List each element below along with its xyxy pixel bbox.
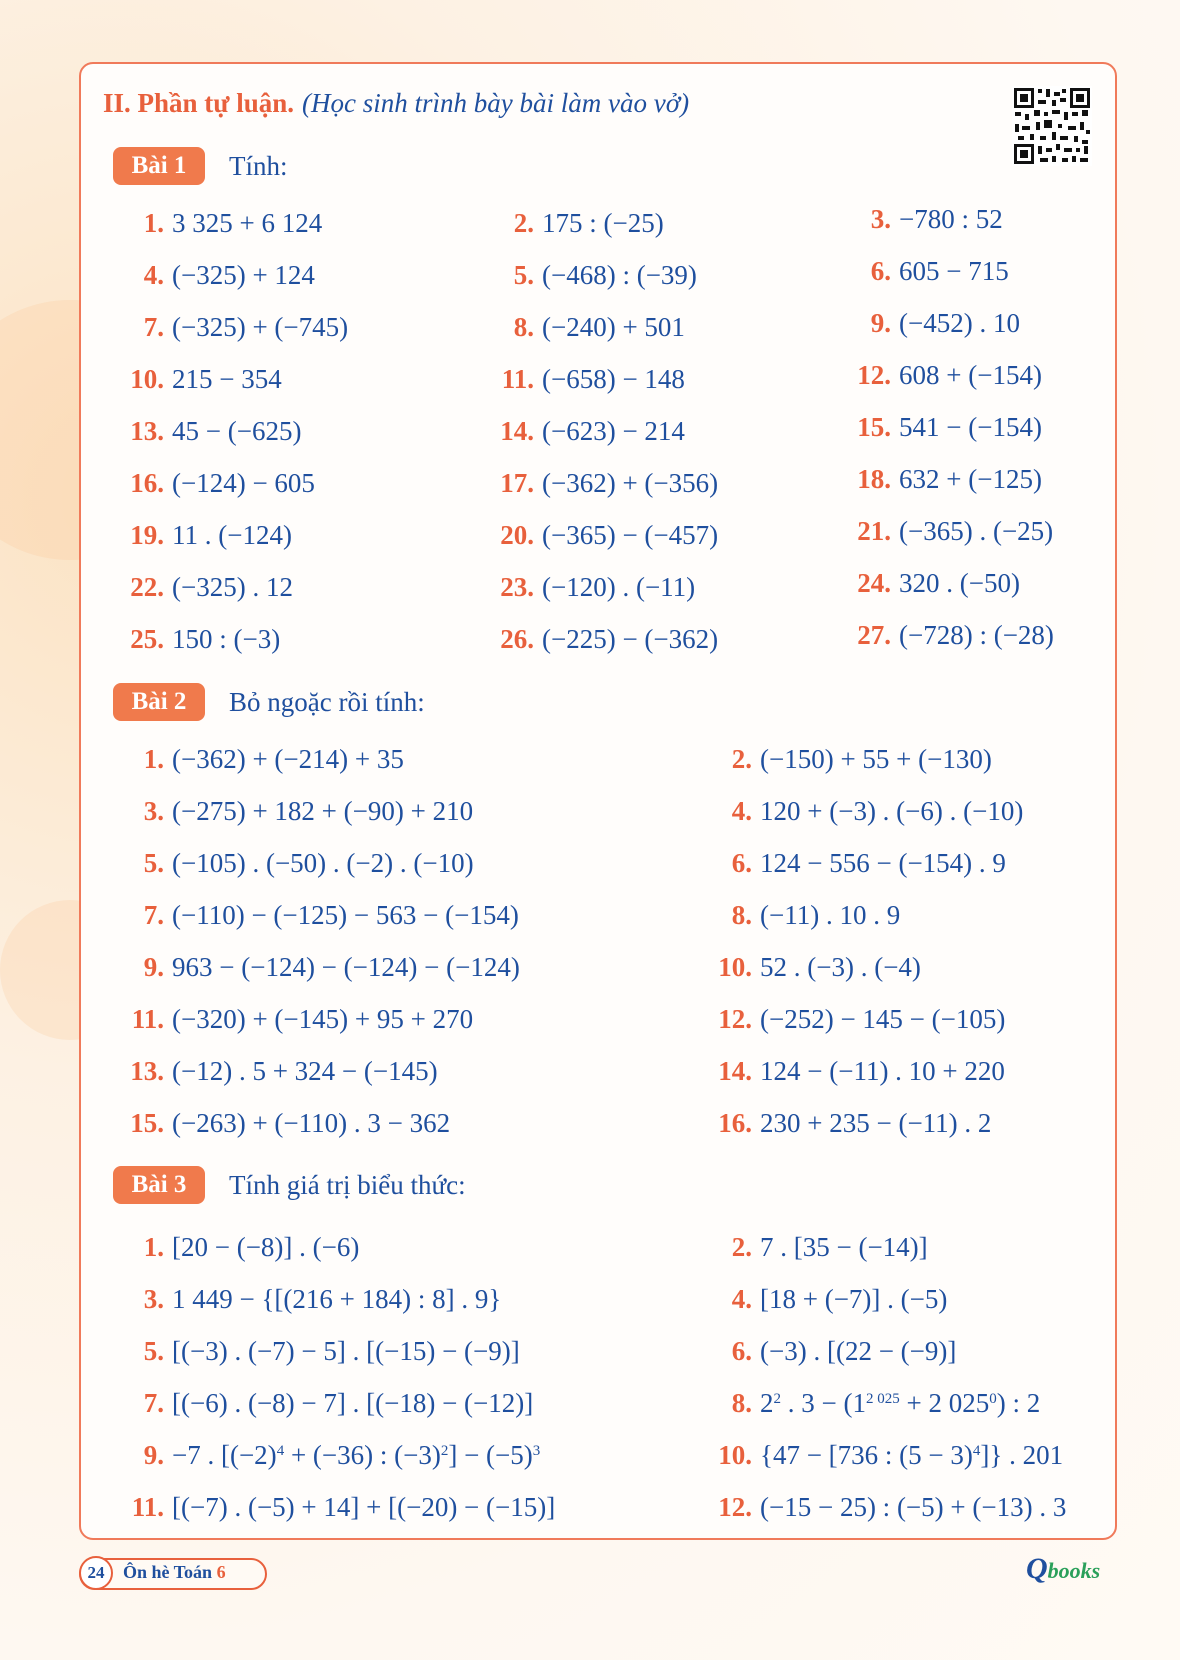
exercise-number: 18. bbox=[857, 464, 891, 494]
exercise-number: 8. bbox=[513, 312, 534, 342]
exercise-number: 3. bbox=[143, 1284, 164, 1314]
exercise-item bbox=[120, 520, 292, 551]
exercise-expression: (−12) . 5 + 324 − (−145) bbox=[172, 1056, 438, 1086]
exercise-expression: (−623) − 214 bbox=[542, 416, 685, 446]
exercise-expression: (−362) + (−356) bbox=[542, 468, 719, 498]
exercise-expression: (−105) . (−50) . (−2) . (−10) bbox=[172, 848, 474, 878]
exercise-expression: 7 . [35 − (−14)] bbox=[760, 1232, 928, 1262]
exercise-item bbox=[847, 308, 1020, 339]
exercise-expression: $2^2$ . $3 - (1^{2 025} + 2$ $025^0$) : 2 bbox=[760, 1388, 1041, 1418]
exercise-number: 25. bbox=[130, 624, 164, 654]
exercise-item bbox=[120, 312, 348, 343]
exercise-item bbox=[120, 1492, 555, 1523]
exercise-number: 15. bbox=[857, 412, 891, 442]
exercise-expression: 963 − (−124) − (−124) − (−124) bbox=[172, 952, 520, 982]
exercise-item bbox=[490, 572, 695, 603]
exercise-expression: (−468) : (−39) bbox=[542, 260, 697, 290]
exercise-number: 1. bbox=[143, 744, 164, 774]
exercise-number: 13. bbox=[130, 416, 164, 446]
exercise-item bbox=[847, 412, 1042, 443]
exercise-expression: (−728) : (−28) bbox=[899, 620, 1054, 650]
exercise-expression: (−658) − 148 bbox=[542, 364, 685, 394]
exercise-number: 3. bbox=[143, 796, 164, 826]
book-title-text: Ôn hè Toán bbox=[123, 1562, 213, 1582]
exercise-number: 21. bbox=[857, 516, 891, 546]
exercise-number: 5. bbox=[143, 848, 164, 878]
exercise-number: 12. bbox=[857, 360, 891, 390]
exercise-expression: (−11) . 10 . 9 bbox=[760, 900, 901, 930]
exercise-expression: (−325) + 124 bbox=[172, 260, 315, 290]
exercise-number: 8. bbox=[731, 900, 752, 930]
exercise-number: 11. bbox=[131, 1492, 164, 1522]
exercise-number: 11. bbox=[131, 1004, 164, 1034]
exercise-item bbox=[708, 1336, 956, 1367]
exercise-expression: 541 − (−154) bbox=[899, 412, 1042, 442]
exercise-item bbox=[120, 416, 301, 447]
exercise-expression: (−362) + (−214) + 35 bbox=[172, 744, 404, 774]
exercise-item bbox=[120, 900, 519, 931]
exercise-number: 10. bbox=[130, 364, 164, 394]
exercise-item bbox=[120, 1336, 520, 1367]
exercise-number: 6. bbox=[870, 256, 891, 286]
page-number: 24 bbox=[79, 1556, 113, 1590]
exercise-number: 10. bbox=[718, 952, 752, 982]
exercise-expression: (−325) + (−745) bbox=[172, 312, 349, 342]
exercise-item bbox=[120, 1056, 438, 1087]
exercise-number: 16. bbox=[718, 1108, 752, 1138]
exercise-item bbox=[490, 364, 685, 395]
exercise-item bbox=[847, 568, 1020, 599]
exercise-expression: [18 + (−7)] . (−5) bbox=[760, 1284, 948, 1314]
qbooks-logo bbox=[1026, 1552, 1100, 1586]
exercise-expression: (−124) − 605 bbox=[172, 468, 315, 498]
exercise-number: 2. bbox=[731, 744, 752, 774]
exercise-item bbox=[120, 468, 315, 499]
bai-2-label: Bỏ ngoặc rồi tính: bbox=[229, 687, 425, 717]
exercise-number: 15. bbox=[130, 1108, 164, 1138]
bai-2-badge: Bài 2 bbox=[113, 683, 205, 721]
exercise-expression: 150 : (−3) bbox=[172, 624, 281, 654]
exercise-number: 5. bbox=[143, 1336, 164, 1366]
exercise-item bbox=[847, 516, 1053, 547]
exercise-item bbox=[708, 1492, 1066, 1523]
exercise-item bbox=[120, 1440, 540, 1471]
exercise-item bbox=[120, 1004, 473, 1035]
exercise-item bbox=[847, 620, 1054, 651]
qr-code-icon[interactable] bbox=[1012, 86, 1092, 166]
exercise-number: 5. bbox=[513, 260, 534, 290]
exercise-expression: 320 . (−50) bbox=[899, 568, 1020, 598]
exercise-item bbox=[708, 1232, 928, 1263]
exercise-expression: (−320) + (−145) + 95 + 270 bbox=[172, 1004, 474, 1034]
exercise-item bbox=[120, 1108, 450, 1139]
exercise-number: 9. bbox=[870, 308, 891, 338]
exercise-number: 14. bbox=[500, 416, 534, 446]
exercise-number: 6. bbox=[731, 848, 752, 878]
exercise-number: 8. bbox=[731, 1388, 752, 1418]
exercise-number: 1. bbox=[143, 1232, 164, 1262]
exercise-item bbox=[708, 900, 900, 931]
exercise-number: 4. bbox=[731, 796, 752, 826]
exercise-number: 1. bbox=[143, 208, 164, 238]
exercise-expression: 124 − 556 − (−154) . 9 bbox=[760, 848, 1006, 878]
exercise-expression: −780 : 52 bbox=[899, 204, 1003, 234]
exercise-number: 3. bbox=[870, 204, 891, 234]
exercise-expression: 608 + (−154) bbox=[899, 360, 1042, 390]
exercise-number: 4. bbox=[731, 1284, 752, 1314]
exercise-item bbox=[708, 1108, 991, 1139]
exercise-expression: 52 . (−3) . (−4) bbox=[760, 952, 921, 982]
exercise-number: 14. bbox=[718, 1056, 752, 1086]
exercise-item bbox=[120, 848, 474, 879]
logo-q: Q bbox=[1026, 1552, 1048, 1585]
exercise-item bbox=[490, 468, 718, 499]
exercise-item bbox=[847, 360, 1042, 391]
exercise-number: 12. bbox=[718, 1004, 752, 1034]
exercise-number: 2. bbox=[731, 1232, 752, 1262]
exercise-number: 7. bbox=[143, 1388, 164, 1418]
book-title bbox=[123, 1562, 226, 1583]
exercise-expression: 124 − (−11) . 10 + 220 bbox=[760, 1056, 1005, 1086]
exercise-item bbox=[120, 624, 280, 655]
book-grade: 6 bbox=[216, 1562, 226, 1582]
section-note: (Học sinh trình bày bài làm vào vở) bbox=[302, 88, 690, 118]
exercise-expression: 215 − 354 bbox=[172, 364, 282, 394]
exercise-number: 20. bbox=[500, 520, 534, 550]
exercise-number: 10. bbox=[718, 1440, 752, 1470]
exercise-expression: 45 − (−625) bbox=[172, 416, 302, 446]
exercise-expression: 11 . (−124) bbox=[172, 520, 292, 550]
exercise-item bbox=[120, 1232, 359, 1263]
exercise-number: 7. bbox=[143, 312, 164, 342]
exercise-expression: 120 + (−3) . (−6) . (−10) bbox=[760, 796, 1024, 826]
exercise-item bbox=[708, 1388, 1040, 1419]
exercise-expression: (−150) + 55 + (−130) bbox=[760, 744, 992, 774]
exercise-expression: [20 − (−8)] . (−6) bbox=[172, 1232, 360, 1262]
exercise-number: 19. bbox=[130, 520, 164, 550]
exercise-item bbox=[708, 1284, 947, 1315]
exercise-item bbox=[120, 952, 520, 983]
exercise-expression: [(−6) . (−8) − 7] . [(−18) − (−12)] bbox=[172, 1388, 534, 1418]
exercise-item bbox=[708, 1056, 1005, 1087]
exercise-expression: (−240) + 501 bbox=[542, 312, 685, 342]
exercise-item bbox=[708, 744, 992, 775]
exercise-item bbox=[120, 208, 322, 239]
bai-3-badge: Bài 3 bbox=[113, 1166, 205, 1204]
exercise-number: 11. bbox=[501, 364, 534, 394]
exercise-item bbox=[490, 260, 697, 291]
exercise-expression: 230 + 235 − (−11) . 2 bbox=[760, 1108, 992, 1138]
exercise-number: 16. bbox=[130, 468, 164, 498]
exercise-expression: (−110) − (−125) − 563 − (−154) bbox=[172, 900, 519, 930]
exercise-expression: 605 − 715 bbox=[899, 256, 1009, 286]
exercise-item bbox=[120, 1284, 501, 1315]
exercise-item bbox=[708, 952, 921, 983]
exercise-item bbox=[708, 796, 1023, 827]
exercise-number: 17. bbox=[500, 468, 534, 498]
exercise-number: 27. bbox=[857, 620, 891, 650]
exercise-expression: 3 325 + 6 124 bbox=[172, 208, 323, 238]
exercise-item bbox=[847, 204, 1003, 235]
exercise-number: 23. bbox=[500, 572, 534, 602]
exercise-expression: [(−3) . (−7) − 5] . [(−15) − (−9)] bbox=[172, 1336, 520, 1366]
exercise-item bbox=[708, 1440, 1063, 1471]
exercise-number: 12. bbox=[718, 1492, 752, 1522]
section-title bbox=[103, 88, 689, 119]
exercise-item bbox=[490, 208, 664, 239]
exercise-item bbox=[708, 1004, 1005, 1035]
exercise-expression: 1 449 − {[(216 + 184) : 8] . 9} bbox=[172, 1284, 502, 1314]
exercise-expression: 632 + (−125) bbox=[899, 464, 1042, 494]
exercise-expression: −7 . [$(-2)^4 + (-36)$ : $(-3)^2] - (-5)^3$ bbox=[172, 1440, 541, 1470]
exercise-expression: (−15 − 25) : (−5) + (−13) . 3 bbox=[760, 1492, 1067, 1522]
exercise-expression: (−452) . 10 bbox=[899, 308, 1020, 338]
exercise-number: 7. bbox=[143, 900, 164, 930]
exercise-item bbox=[847, 256, 1009, 287]
exercise-expression: {47 − [736 : $(5 - 3)^4$]} . 201 bbox=[760, 1440, 1064, 1470]
exercise-item bbox=[120, 572, 293, 603]
exercise-item bbox=[120, 364, 282, 395]
exercise-item bbox=[708, 848, 1006, 879]
exercise-expression: (−3) . [(22 − (−9)] bbox=[760, 1336, 957, 1366]
exercise-number: 26. bbox=[500, 624, 534, 654]
section-heading: II. Phần tự luận. bbox=[103, 88, 295, 118]
bai-1-label: Tính: bbox=[229, 151, 288, 181]
exercise-number: 6. bbox=[731, 1336, 752, 1366]
exercise-expression: 175 : (−25) bbox=[542, 208, 664, 238]
exercise-number: 13. bbox=[130, 1056, 164, 1086]
bai-1-badge: Bài 1 bbox=[113, 147, 205, 185]
exercise-item bbox=[120, 796, 473, 827]
exercise-item bbox=[490, 416, 685, 447]
exercise-expression: (−365) − (−457) bbox=[542, 520, 719, 550]
exercise-expression: (−263) + (−110) . 3 − 362 bbox=[172, 1108, 451, 1138]
exercise-number: 2. bbox=[513, 208, 534, 238]
exercise-number: 24. bbox=[857, 568, 891, 598]
logo-books: books bbox=[1047, 1558, 1101, 1583]
exercise-number: 22. bbox=[130, 572, 164, 602]
exercise-item bbox=[490, 312, 685, 343]
exercise-item bbox=[847, 464, 1042, 495]
exercise-expression: (−225) − (−362) bbox=[542, 624, 719, 654]
exercise-expression: (−275) + 182 + (−90) + 210 bbox=[172, 796, 474, 826]
exercise-item bbox=[490, 520, 718, 551]
exercise-item bbox=[120, 260, 315, 291]
bai-3-label: Tính giá trị biểu thức: bbox=[229, 1170, 466, 1200]
exercise-expression: (−325) . 12 bbox=[172, 572, 293, 602]
exercise-expression: (−365) . (−25) bbox=[899, 516, 1054, 546]
exercise-expression: [(−7) . (−5) + 14] + [(−20) − (−15)] bbox=[172, 1492, 556, 1522]
exercise-number: 9. bbox=[143, 952, 164, 982]
exercise-item bbox=[490, 624, 718, 655]
exercise-item bbox=[120, 1388, 533, 1419]
exercise-item bbox=[120, 744, 404, 775]
exercise-expression: (−252) − 145 − (−105) bbox=[760, 1004, 1006, 1034]
exercise-number: 4. bbox=[143, 260, 164, 290]
exercise-expression: (−120) . (−11) bbox=[542, 572, 696, 602]
exercise-number: 9. bbox=[143, 1440, 164, 1470]
